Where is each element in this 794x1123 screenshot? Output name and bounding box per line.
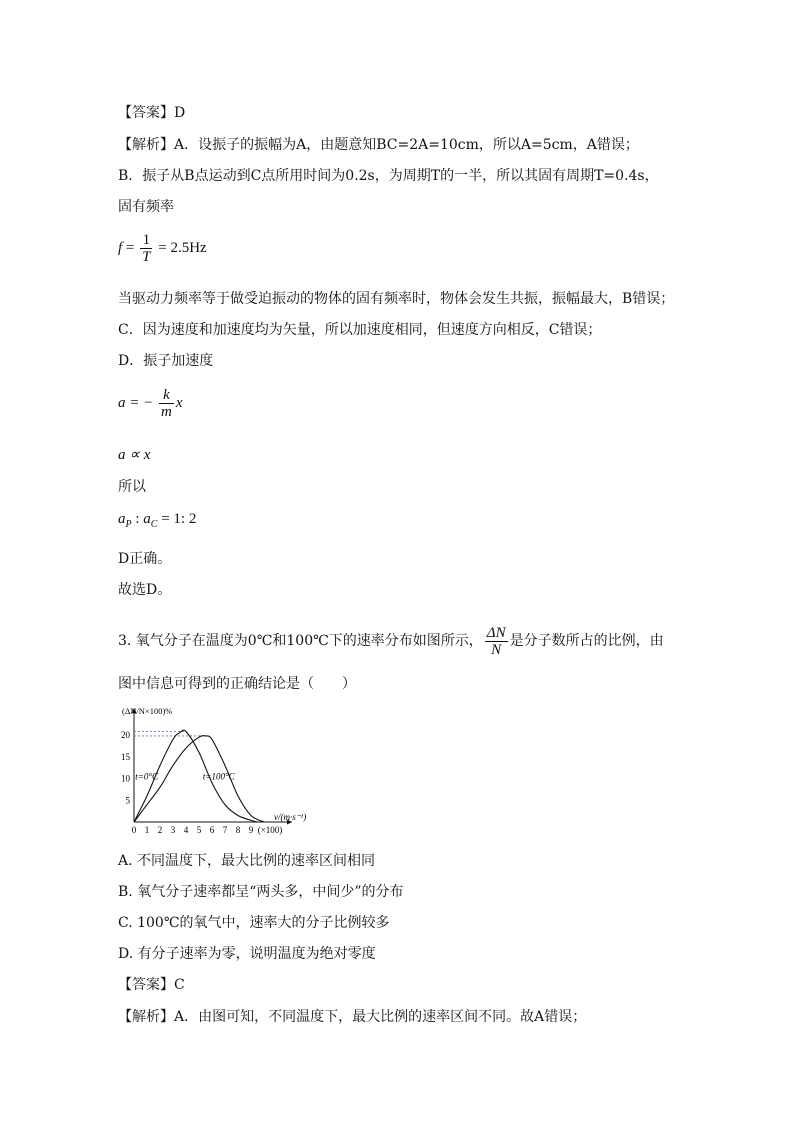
speed-distribution-chart [112, 702, 332, 836]
option-c: C. 100℃的氧气中，速率大的分子比例较多 [118, 915, 390, 931]
x-tick-label: 0 [131, 825, 137, 835]
option-b: B. 氧气分子速率都呈“两头多，中间少”的分布 [118, 884, 404, 900]
analysis-line-d: D．振子加速度 [118, 353, 214, 369]
analysis-line-so: 所以 [118, 479, 146, 495]
question3-line1: 3. 氧气分子在温度为0℃和100℃下的速率分布如图所示， $\frac{\Delta N}{N}$ 是分子数所占的比例，由 [118, 624, 664, 658]
x-tick-label: 4 [183, 825, 189, 835]
formula-proportional: a ∝ x [118, 447, 151, 463]
x-unit-label: (×100) [257, 825, 283, 835]
analysis-line-b1: B．振子从B点运动到C点所用时间为0.2s，为周期T的一半，所以其固有周期T=0.4s， [118, 168, 659, 184]
option-a: A. 不同温度下，最大比例的速率区间相同 [118, 853, 376, 869]
series-label-0: t=0°C [135, 771, 158, 782]
answer-label: 【答案】 [118, 977, 174, 993]
analysis3-line-a: 【解析】A．由图可知，不同温度下，最大比例的速率区间不同。故A错误； [118, 1009, 587, 1025]
x-tick-label: 5 [196, 825, 202, 835]
x-tick-label: 1 [144, 825, 150, 835]
x-tick-label: 7 [222, 825, 228, 835]
answer-label: 【答案】 [118, 105, 174, 121]
analysis-line-b2: 固有频率 [118, 199, 174, 215]
formula-ratio: $a_P$ : $a_C = 1$: 2 [118, 511, 197, 530]
analysis-line-b3: 当驱动力频率等于做受迫振动的物体的固有频率时，物体会发生共振，振幅最大，B错误； [118, 291, 675, 307]
x-axis-label: v/(m·s⁻¹) [274, 812, 307, 822]
answer-value: D [174, 105, 186, 121]
analysis-label: 【解析】 [118, 137, 174, 153]
y-tick-label: 15 [121, 751, 130, 762]
option-d: D. 有分子速率为零，说明温度为绝对零度 [118, 946, 376, 962]
y-axis-label: (ΔN/N×100)% [122, 706, 173, 716]
formula-frequency: f = $\frac{1}{T}$ = 2.5Hz [118, 232, 207, 265]
y-tick-label: 5 [125, 795, 130, 806]
question3-line2: 图中信息可得到的正确结论是（ ） [118, 676, 356, 692]
analysis-line-correct: D正确。 [118, 551, 172, 567]
answer3-line [118, 976, 185, 994]
answer-line [118, 104, 185, 122]
analysis-label: 【解析】 [118, 1009, 174, 1025]
y-tick-label: 10 [121, 773, 130, 784]
answer-value: C [174, 977, 185, 993]
x-tick-label: 2 [157, 825, 163, 835]
analysis-line-choose: 故选D。 [118, 582, 172, 598]
y-tick-label: 20 [121, 730, 130, 741]
analysis-line-a: 【解析】A．设振子的振幅为A，由题意知BC=2A=10cm，所以A=5cm，A错误； [118, 137, 639, 153]
x-tick-label: 8 [235, 825, 241, 835]
x-tick-label: 6 [209, 825, 215, 835]
formula-acceleration: a = − $\frac{k}{m}$ x [118, 387, 183, 420]
analysis-line-c: C．因为速度和加速度均为矢量，所以加速度相同，但速度方向相反，C错误； [118, 322, 602, 338]
series-label-1: t=100°C [202, 771, 235, 782]
x-tick-label: 3 [170, 825, 176, 835]
x-tick-label: 9 [248, 825, 254, 835]
